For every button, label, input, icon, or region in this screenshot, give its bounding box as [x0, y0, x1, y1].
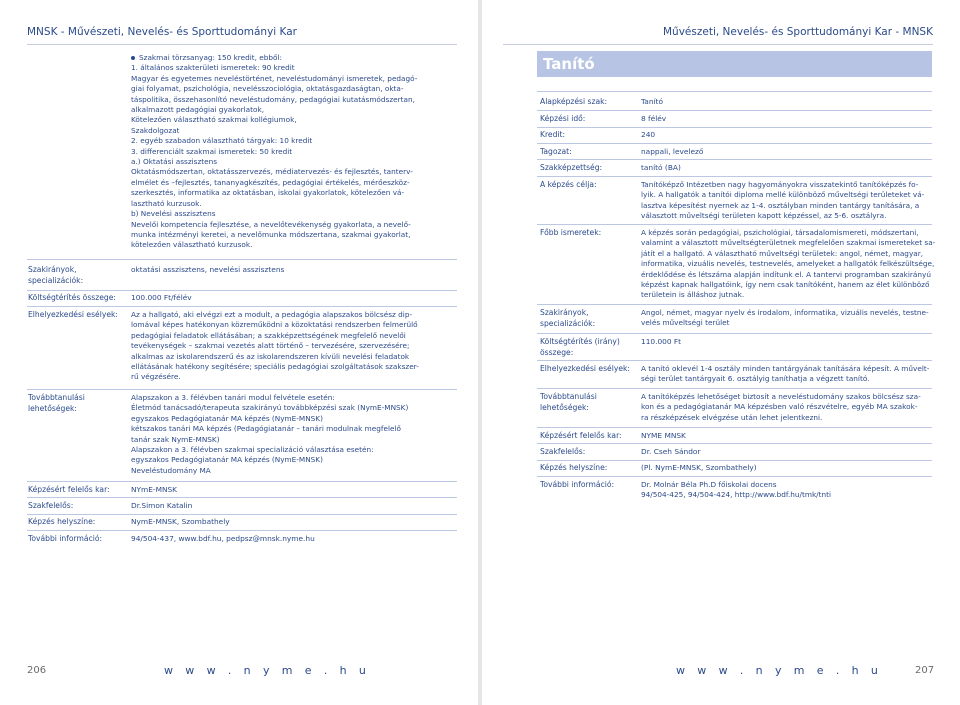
faculty-value: NYmE-MNSK	[131, 485, 178, 494]
fee-label-right: Költségtérítés (irány) összege:	[540, 337, 620, 357]
row-divider	[537, 388, 932, 389]
curriculum-line: Oktatásmódszertan, oktatásszervezés, médiatervezés- és fejlesztés, tanterv-	[131, 167, 413, 177]
curriculum-line: 2. egyéb szabadon választható tárgyak: 10 kredit	[131, 136, 313, 146]
left-page-number: 206	[27, 665, 47, 676]
row-divider	[537, 176, 932, 177]
further-studies-label-right: Továbbtanulási lehetőségek:	[540, 392, 597, 412]
row-divider	[537, 110, 932, 111]
left-header-rule	[27, 44, 457, 45]
faculty-label-right: Képzésért felelős kar:	[540, 431, 622, 440]
contact-value[interactable]: 94/504-437, www.bdf.hu, pedpsz@mnsk.nyme.hu	[131, 534, 315, 543]
credit-value: 240	[641, 130, 656, 139]
program-head-value-right: Dr. Cseh Sándor	[641, 447, 701, 456]
row-divider	[537, 304, 932, 305]
specializations-label-right: Szakirányok, specializációk:	[540, 308, 596, 328]
bullet-icon	[131, 56, 135, 60]
curriculum-line: giai folyamat, pszichológia, nevelésszociológia, oktatásgazdaságtan, okta-	[131, 84, 404, 94]
row-divider	[537, 143, 932, 144]
ba-program-label: Alapképzési szak:	[540, 97, 608, 106]
contact-text-right[interactable]: Dr. Molnár Béla Ph.D főiskolai docens 94/504-425, 94/504-424, http://www.bdf.hu/tmk/tnti	[641, 480, 832, 500]
curriculum-line: 3. differenciált szakmai ismeretek: 50 kredit	[131, 146, 293, 156]
row-divider	[537, 224, 932, 225]
row-divider	[27, 530, 457, 531]
qualification-value: tanító (BA)	[641, 163, 681, 172]
row-divider	[537, 476, 932, 477]
contact-label-right: További információ:	[540, 480, 615, 489]
employment-text: Az a hallgató, aki elvégzi ezt a modult, a pedagógia alapszakos bölcsész dip- lomával képes hatékonyan közreműködni a közoktatási rendszerben felmerülő pedagógiai feladatok ellátásában; a szakképzettségének megfelelő nevelői tevékenységek – szakmai vezetés alatt történő – tervezésére, szervezésére; alkalmas az iskolarendszerű és az iskolarendszeren kívüli nevelési feladatok ellátásának hatékony segítésére; speciális pedagógiai szolgáltatások szakszer- rű végzésére.	[131, 310, 419, 382]
qualification-label: Szakképzettség:	[540, 163, 603, 172]
goal-label: A képzés célja:	[540, 180, 597, 189]
curriculum-line: táspolitika, összehasonlító neveléstudomány, pedagógiai kutatásmódszertan,	[131, 94, 415, 104]
employment-text-right: A tanító oklevél 1-4 osztály minden tantárgyának tanítására képesít. A művelt- ségi terület tantárgyait 6. osztályig taníthatja a végzett tanító.	[641, 364, 930, 384]
left-running-head: MNSK - Művészeti, Nevelés- és Sporttudományi Kar	[27, 26, 297, 38]
program-head-label: Szakfelelős:	[28, 501, 74, 510]
right-header-rule	[503, 44, 933, 45]
row-divider	[27, 497, 457, 498]
location-label-right: Képzés helyszíne:	[540, 463, 608, 472]
main-knowledge-text: A képzés során pedagógiai, pszichológiai, társadalomismereti, módszertani, valamint a választott műveltségterületnek megfelelően szakmai ismereteket sa- játít el a hallgató. A választható műveltségi területek: angol, német, magyar, informatika, vizuális nevelés, testnevelés, amelyeket a hallgatók felkészültsége, érdeklődése és létszáma alapján indítunk el. A tantervi programban szakirányú képzést kapnak hallgatóink, így nem csak tanítóként, hanem az élet különböző területein is álláshoz jutnak.	[641, 228, 936, 300]
curriculum-line: szerkesztés, informatika az oktatásban, iskolai gyakorlatok, kötelezően vá-	[131, 188, 405, 198]
curriculum-line: a.) Oktatási asszisztens	[131, 157, 218, 167]
fee-value-right: 110.000 Ft	[641, 337, 682, 346]
right-website[interactable]: w w w . n y m e . h u	[676, 664, 883, 677]
curriculum-line: alkalmazott pedagógiai gyakorlatok,	[131, 105, 265, 115]
specializations-value: oktatási asszisztens, nevelési asszisztens	[131, 265, 285, 274]
faculty-value-right: NYME MNSK	[641, 431, 686, 440]
goal-text: Tanítóképző Intézetben nagy hagyományokra visszatekintő tanítóképzés fo- lyik. A hallgatók a tanítói diploma mellé különböző műveltségi területeket vá- lasztva képesítést nyernek az 1-4. osztályban minden tantárgy tanítására, a választott műveltségi területen kapott képzéssel, az 5-6. osztályra.	[641, 180, 925, 221]
employment-label-right: Elhelyezkedési esélyek:	[540, 364, 630, 373]
ba-program-value: Tanító	[641, 97, 663, 106]
curriculum-line: Nevelői kompetencia fejlesztése, a nevelőtevékenység gyakorlata, a nevelő-	[131, 219, 411, 229]
curriculum-line: 1. általános szakterületi ismeretek: 90 kredit	[131, 63, 295, 73]
right-running-head: Művészeti, Nevelés- és Sporttudományi Kar - MNSK	[663, 26, 933, 38]
row-divider	[537, 159, 932, 160]
curriculum-line: Szakdolgozat	[131, 125, 180, 135]
specializations-label: Szakirányok, specializációk:	[28, 265, 84, 285]
right-page-number: 207	[915, 665, 935, 676]
page-gutter	[478, 0, 482, 705]
curriculum-line: Magyar és egyetemes neveléstörténet, neveléstudományi ismeretek, pedagó-	[131, 73, 418, 83]
row-divider	[537, 91, 932, 92]
further-studies-text-right: A tanítóképzés lehetőséget biztosít a neveléstudomány szakos bölcsész sza- kon és a pedagógiatanár MA képzésben való részvételre, egyéb MA szakok- ra részképzések elvégzése után lehet jelentkezni.	[641, 392, 921, 422]
row-divider	[537, 427, 932, 428]
curriculum-line: Kötelezően választható szakmai kollégiumok,	[131, 115, 297, 125]
row-divider	[27, 481, 457, 482]
curriculum-line: munka intézményi keretei, a nevelőmunka módszertana, szakmai gyakorlat,	[131, 229, 411, 239]
row-divider	[537, 443, 932, 444]
row-divider	[537, 360, 932, 361]
specializations-text-right: Angol, német, magyar nyelv és irodalom, informatika, vizuális nevelés, testne- velés műveltségi terület	[641, 308, 929, 328]
program-head-value: Dr.Simon Katalin	[131, 501, 193, 510]
curriculum-line: elmélet és –fejlesztés, tananyagkészítés, pedagógiai értékelés, mérőeszköz-	[131, 177, 410, 187]
curriculum-block	[131, 53, 417, 251]
location-value-right: (Pl. NymE-MNSK, Szombathely)	[641, 463, 757, 472]
contact-label: További információ:	[28, 534, 103, 543]
fee-value: 100.000 Ft/félév	[131, 293, 192, 302]
duration-label: Képzési idő:	[540, 114, 586, 123]
row-divider	[27, 389, 457, 390]
row-divider	[537, 127, 932, 128]
row-divider	[27, 306, 457, 307]
curriculum-line: lasztható kurzusok.	[131, 198, 202, 208]
curriculum-line: Szakmai törzsanyag: 150 kredit, ebből:	[131, 53, 417, 63]
study-mode-value: nappali, levelező	[641, 147, 704, 156]
fee-label: Költségtérítés összege:	[28, 293, 116, 302]
employment-label: Elhelyezkedési esélyek:	[28, 310, 118, 319]
location-value: NymE-MNSK, Szombathely	[131, 517, 230, 526]
faculty-label: Képzésért felelős kar:	[28, 485, 110, 494]
duration-value: 8 félév	[641, 114, 667, 123]
credit-label: Kredit:	[540, 130, 566, 139]
row-divider	[537, 333, 932, 334]
row-divider	[27, 290, 457, 291]
program-title: Tanító	[537, 51, 932, 77]
main-knowledge-label: Főbb ismeretek:	[540, 228, 602, 237]
further-studies-text: Alapszakon a 3. félévben tanári modul felvétele esetén: Életmód tanácsadó/terapeuta szakirányú továbbképzési szak (NymE-MNSK) egyszakos Pedagógiatanár MA képzés (NymE-MNSK) kétszakos tanári MA képzés (Pedagógiatanár – tanári modulnak megfelelő tanár szak NymE-MNSK) Alapszakon a 3. félévben szakmai specializáció választása esetén: egyszakos Pedagógiatanár MA képzés (NymE-MNSK) Neveléstudomány MA	[131, 393, 409, 475]
left-website[interactable]: w w w . n y m e . h u	[164, 664, 371, 677]
row-divider	[27, 514, 457, 515]
row-divider	[537, 460, 932, 461]
study-mode-label: Tagozat:	[540, 147, 572, 156]
curriculum-line: b) Nevelési asszisztens	[131, 209, 216, 219]
row-divider	[27, 259, 457, 260]
further-studies-label: Továbbtanulási lehetőségek:	[28, 393, 85, 413]
curriculum-line: kötelezően választható kurzusok.	[131, 240, 253, 250]
location-label: Képzés helyszíne:	[28, 517, 96, 526]
program-head-label-right: Szakfelelős:	[540, 447, 586, 456]
